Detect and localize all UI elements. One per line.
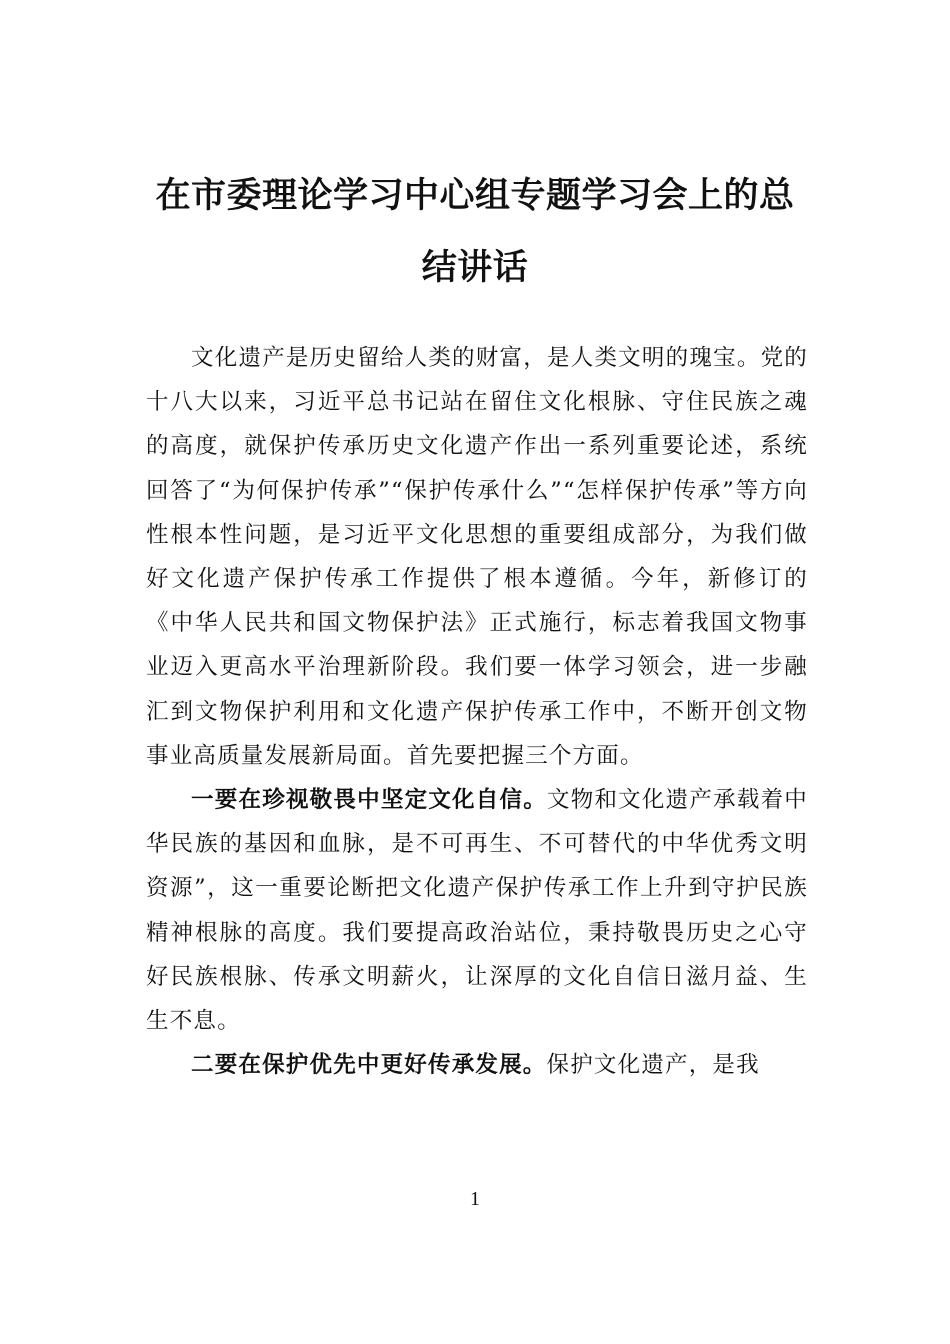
paragraph-lead: 二要在保护优先中更好传承发展。 xyxy=(191,1052,547,1079)
document-title: 在市委理论学习中心组专题学习会上的总结讲话 xyxy=(155,175,795,288)
paragraph-intro xyxy=(146,336,808,778)
paragraph-text: 文化遗产是历史留给人类的财富，是人类文明的瑰宝。党的十八大以来，习近平总书记站在留住文化根脉、守住民族之魂的高度，就保护传承历史文化遗产作出一系列重要论述，系统回答了“为何保护传承”“保护传承什么”“怎样保护传承”等方向性根本性问题，是习近平文化思想的重要组成部分，为我们做好文化遗产保护传承工作提供了根本遵循。今年，新修订的《中华人民共和国文物保护法》正式施行，标志着我国文物事业迈入更高水平治理新阶段。我们要一体学习领会，进一步融汇到文物保护利用和文化遗产保护传承工作中，不断开创文物事业高质量发展新局面。首先要把握三个方面。 xyxy=(146,345,808,769)
paragraph-point-one xyxy=(146,778,808,1043)
document-body xyxy=(146,336,808,1087)
page-number: 1 xyxy=(470,1188,480,1210)
paragraph-text: 文物和文化遗产承载着中华民族的基因和血脉，是不可再生、不可替代的中华优秀文明资源”，这一重要论断把文化遗产保护传承工作上升到守护民族精神根脉的高度。我们要提高政治站位，秉持敬畏历史之心守好民族根脉、传承文明薪火，让深厚的文化自信日滋月益、生生不息。 xyxy=(146,787,808,1035)
paragraph-text: 保护文化遗产，是我 xyxy=(546,1052,760,1079)
paragraph-point-two xyxy=(146,1043,808,1087)
paragraph-lead: 一要在珍视敬畏中坚定文化自信。 xyxy=(191,787,547,814)
